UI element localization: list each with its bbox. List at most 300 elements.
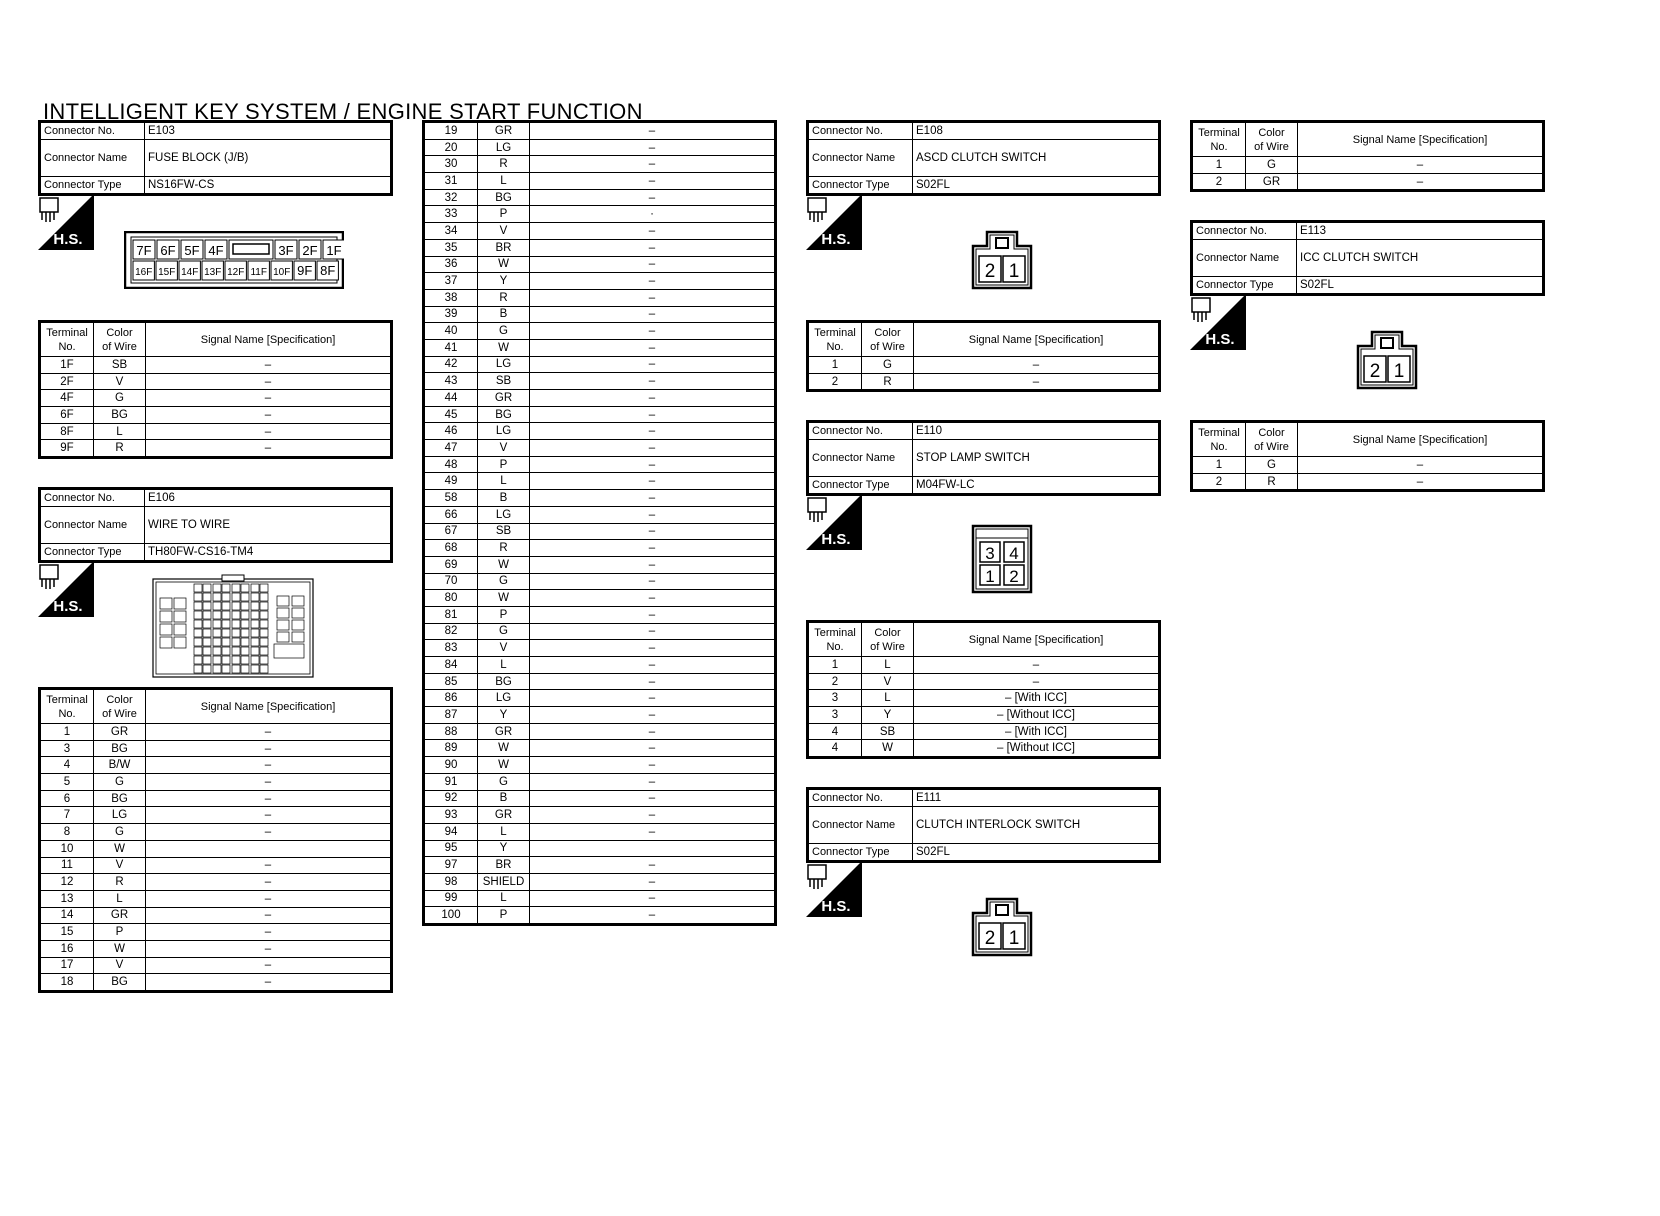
table-row [40,790,392,807]
terminal-no-cell: 32 [424,189,478,206]
wire-color-cell: L [94,423,146,440]
connector-cavity [241,629,249,637]
terminal-no-cell: 6F [40,407,94,424]
signal-name-cell: – [530,239,776,256]
signal-name-cell: – [146,957,392,974]
signal-name-cell: – [530,540,776,557]
terminal-no-cell: 41 [424,339,478,356]
connector-cavity [203,665,211,673]
terminal-no-cell: 4 [40,757,94,774]
signal-name-cell: – [With ICC] [914,723,1160,740]
table-row [424,189,776,206]
wire-color-cell: W [862,740,914,758]
wire-color-cell: B [478,490,530,507]
connector-cavity [241,638,249,646]
terminal-no-cell: 4 [808,723,862,740]
connector-cavity [251,638,259,646]
terminal-no-cell: 20 [424,139,478,156]
wire-color-cell: SB [478,523,530,540]
table-row [424,239,776,256]
terminal-no-cell: 87 [424,707,478,724]
connector-name-value: ICC CLUTCH SWITCH [1297,240,1544,277]
terminal-no-cell: 39 [424,306,478,323]
connector-cavity [174,598,186,609]
cavity-label: 12F [227,267,245,278]
signal-name-cell: – [146,373,392,390]
terminal-no-cell: 31 [424,173,478,190]
wire-color-cell: B/W [94,757,146,774]
connector-cavity [251,611,259,619]
signal-name-cell: – [530,356,776,373]
table-row [1192,157,1544,174]
wire-color-cell: G [478,573,530,590]
connector-cavity [232,584,240,592]
table-row [40,857,392,874]
wire-color-cell: L [94,890,146,907]
svg-text:1: 1 [1008,928,1020,949]
table-row [40,724,392,741]
connector-cavity [292,620,304,630]
key-slot [233,244,269,254]
table-row [808,707,1160,724]
connector-cavity [260,638,268,646]
table-row [40,807,392,824]
signal-name-cell: – [530,707,776,724]
svg-text:3: 3 [985,544,995,563]
signal-name-cell: – [146,774,392,791]
terminal-no-cell: 98 [424,873,478,890]
signal-name-cell: – [530,139,776,156]
hs-icon [806,194,862,255]
svg-text:H.S.: H.S. [1205,331,1235,348]
table-row [40,357,392,374]
wire-color-cell: G [478,623,530,640]
signal-name-cell: – [530,823,776,840]
table-row [424,406,776,423]
connector-cavity [222,620,230,628]
terminal-no-cell: 4 [808,740,862,758]
connector-cavity [232,629,240,637]
terminal-no-cell: 88 [424,723,478,740]
connector-name-label: Connector Name [1192,240,1297,277]
connector-cavity [213,584,221,592]
signal-name-cell: – [146,807,392,824]
wire-color-cell: L [862,657,914,674]
terminal-no-cell: 85 [424,673,478,690]
connector-cavity [213,629,221,637]
table-row [424,556,776,573]
signal-name-cell: – [530,256,776,273]
connector-cavity [222,602,230,610]
terminal-no-cell: 17 [40,957,94,974]
connector-type-label: Connector Type [1192,277,1297,295]
table-row [424,790,776,807]
table-row [424,473,776,490]
signal-name-cell: – [530,122,776,140]
wire-color-cell: P [478,206,530,223]
hs-icon [806,494,862,555]
table-row [424,890,776,907]
connector-cavity [232,638,240,646]
table-row [424,356,776,373]
wire-color-cell: BG [94,740,146,757]
terminal-no-header: Terminal No. [40,689,94,724]
table-row [424,857,776,874]
connector-cavity [213,638,221,646]
wire-color-cell: G [1246,457,1298,474]
connector-cavity [194,593,202,601]
svg-text:2: 2 [984,261,996,282]
signal-name-cell: – [146,890,392,907]
table-row [40,957,392,974]
connector-cavity [174,624,186,635]
wire-color-cell: V [478,640,530,657]
hs-icon [1190,294,1246,355]
wire-color-cell: P [94,924,146,941]
wire-color-cell: BR [478,239,530,256]
connector-cavity [251,665,259,673]
terminal-no-cell: 99 [424,890,478,907]
wire-color-cell: W [478,757,530,774]
signal-name-cell: – [146,924,392,941]
connector-cavity [213,593,221,601]
signal-name-cell: – [530,790,776,807]
e113-terminal-table [1190,420,1545,492]
terminal-no-cell: 43 [424,373,478,390]
table-row [1192,173,1544,191]
table-row [424,590,776,607]
connector-no-label: Connector No. [1192,222,1297,240]
connector-cavity [203,602,211,610]
terminal-no-cell: 95 [424,840,478,857]
terminal-no-cell: 2 [808,373,862,391]
e113-info-table [1190,220,1545,296]
wire-color-cell: GR [94,907,146,924]
table-row [424,440,776,457]
connector-cavity [222,665,230,673]
terminal-no-cell: 89 [424,740,478,757]
wire-color-cell: BR [478,857,530,874]
page-title: INTELLIGENT KEY SYSTEM / ENGINE START FUNCTION [43,99,643,124]
connector-cavity [260,629,268,637]
signal-name-header: Signal Name [Specification] [1298,122,1544,157]
signal-name-cell: – [530,473,776,490]
svg-text:1: 1 [1008,261,1020,282]
svg-text:1: 1 [1393,361,1405,382]
signal-name-cell: – [146,724,392,741]
terminal-no-cell: 2 [1192,473,1246,491]
terminal-no-cell: 15 [40,924,94,941]
connector-cavity [251,602,259,610]
terminal-no-cell: 6 [40,790,94,807]
terminal-no-cell: 83 [424,640,478,657]
wire-color-cell: LG [478,506,530,523]
connector-cavity [232,620,240,628]
connector-cavity [232,593,240,601]
connector-cavity [194,638,202,646]
table-row [424,323,776,340]
table-row [40,407,392,424]
connector-name-label: Connector Name [40,140,145,177]
terminal-no-cell: 1 [1192,157,1246,174]
cavity-label: 13F [204,267,222,278]
signal-name-header: Signal Name [Specification] [146,322,392,357]
connector-type-value: NS16FW-CS [145,177,392,195]
table-row [424,573,776,590]
cavity-label: 4F [208,243,224,258]
wire-color-cell: GR [1246,173,1298,191]
connector-cavity [277,620,289,630]
terminal-no-cell: 94 [424,823,478,840]
wire-color-cell: Y [862,707,914,724]
connector-cavity [260,665,268,673]
terminal-no-cell: 82 [424,623,478,640]
connector-cavity [241,665,249,673]
wire-color-cell: R [478,289,530,306]
wire-color-cell: G [94,774,146,791]
terminal-no-cell: 35 [424,239,478,256]
table-row [424,540,776,557]
table-row [424,423,776,440]
terminal-no-cell: 58 [424,490,478,507]
connector-cavity [213,602,221,610]
svg-text:2: 2 [1009,567,1019,586]
table-row [424,657,776,674]
wire-color-cell: GR [478,122,530,140]
wire-color-cell: V [478,440,530,457]
terminal-no-header: Terminal No. [808,322,862,357]
color-wire-header: Color of Wire [862,322,914,357]
table-row [40,890,392,907]
wire-color-cell: B [478,790,530,807]
terminal-no-cell: 70 [424,573,478,590]
signal-name-cell: – [530,506,776,523]
cavity-label: 8F [320,263,336,278]
signal-name-cell: – [530,373,776,390]
e111-terminal-table [1190,120,1545,192]
connector-cavity [160,624,172,635]
table-row [424,256,776,273]
connector-no-value: E103 [145,122,392,140]
table-row [808,373,1160,391]
signal-name-cell: – [1298,473,1544,491]
signal-name-cell: – [530,440,776,457]
table-row [424,390,776,407]
connector-cavity [241,602,249,610]
wire-color-cell: W [94,940,146,957]
table-row [424,339,776,356]
terminal-no-cell: 7 [40,807,94,824]
connector-cavity [232,602,240,610]
terminal-no-cell: 66 [424,506,478,523]
wire-color-cell: Y [478,840,530,857]
connector-no-label: Connector No. [40,122,145,140]
connector-cavity [174,637,186,648]
svg-text:2: 2 [1369,361,1381,382]
terminal-no-cell: 12 [40,874,94,891]
connector-cavity [232,647,240,655]
table-row [424,490,776,507]
signal-name-cell: – [530,640,776,657]
table-row [424,173,776,190]
signal-name-cell: – [530,423,776,440]
connector-no-value: E106 [145,489,392,507]
wire-color-cell: G [862,357,914,374]
terminal-no-cell: 36 [424,256,478,273]
table-row [424,122,776,140]
terminal-no-cell: 91 [424,773,478,790]
cavity-label: 14F [181,267,199,278]
connector-name-label: Connector Name [808,440,913,477]
wire-color-cell: R [94,440,146,458]
connector-cavity [222,611,230,619]
connector-cavity [260,647,268,655]
signal-name-cell: – [530,490,776,507]
terminal-no-cell: 67 [424,523,478,540]
table-row [424,807,776,824]
terminal-no-cell: 8 [40,824,94,841]
connector-cavity [203,656,211,664]
signal-name-cell: – [530,857,776,874]
connector-cavity [260,620,268,628]
terminal-no-header: Terminal No. [1192,422,1246,457]
wire-color-cell: P [478,606,530,623]
signal-name-cell: – [146,907,392,924]
table-row [40,974,392,992]
cavity-label: 9F [297,263,313,278]
signal-name-cell: – [530,573,776,590]
terminal-no-cell: 80 [424,590,478,607]
signal-name-cell: – [1298,457,1544,474]
color-wire-header: Color of Wire [1246,122,1298,157]
signal-name-cell: – [146,740,392,757]
connector-cavity [213,611,221,619]
svg-text:H.S.: H.S. [821,531,851,548]
signal-name-cell: – [Without ICC] [914,707,1160,724]
connector-cavity [203,629,211,637]
signal-name-header: Signal Name [Specification] [914,322,1160,357]
table-row [424,223,776,240]
e110-info-table [806,420,1161,496]
connector-cavity [160,637,172,648]
e111-connector-face [971,897,1033,962]
connector-no-label: Connector No. [40,489,145,507]
connector-name-value: WIRE TO WIRE [145,507,392,544]
hs-icon [38,561,94,622]
svg-text:H.S.: H.S. [821,231,851,248]
connector-cavity [232,611,240,619]
table-row [424,273,776,290]
terminal-no-cell: 92 [424,790,478,807]
signal-name-cell: – [146,824,392,841]
table-row [424,757,776,774]
connector-no-label: Connector No. [808,122,913,140]
terminal-no-cell: 100 [424,907,478,925]
signal-name-cell: – [530,556,776,573]
terminal-no-cell: 11 [40,857,94,874]
terminal-no-cell: 5 [40,774,94,791]
table-row [808,740,1160,758]
table-row [808,357,1160,374]
connector-no-value: E110 [913,422,1160,440]
connector-cavity [160,611,172,622]
terminal-no-cell: 14 [40,907,94,924]
table-row [40,373,392,390]
color-wire-header: Color of Wire [94,689,146,724]
connector-cavity [194,620,202,628]
terminal-no-cell: 48 [424,456,478,473]
cavity-label: 6F [160,243,176,258]
wire-color-cell: P [478,907,530,925]
signal-name-cell: – [530,657,776,674]
connector-cavity [292,632,304,642]
wire-color-cell: G [1246,157,1298,174]
terminal-no-cell: 1 [808,357,862,374]
wire-color-cell: V [94,373,146,390]
wire-color-cell: L [478,823,530,840]
wire-color-cell: R [1246,473,1298,491]
e108-connector-face [971,230,1033,295]
connector-cavity [194,629,202,637]
cavity-label: 15F [158,267,176,278]
connector-cavity [213,665,221,673]
terminal-no-cell: 3 [808,690,862,707]
terminal-no-cell: 18 [40,974,94,992]
table-row [424,640,776,657]
signal-name-cell [146,840,392,857]
signal-name-header: Signal Name [Specification] [146,689,392,724]
terminal-no-cell: 1F [40,357,94,374]
connector-cavity [232,665,240,673]
connector-name-label: Connector Name [808,807,913,844]
signal-name-cell: – [530,773,776,790]
connector-cavity [251,629,259,637]
signal-name-cell: – [530,606,776,623]
terminal-no-cell: 69 [424,556,478,573]
signal-name-cell: – [146,940,392,957]
hs-icon [806,861,862,922]
wire-color-cell: SHIELD [478,873,530,890]
table-row [40,924,392,941]
wire-color-cell: BG [478,189,530,206]
terminal-no-cell: 33 [424,206,478,223]
wire-color-cell: W [478,256,530,273]
signal-name-cell: – [With ICC] [914,690,1160,707]
signal-name-cell: – [146,423,392,440]
terminal-no-cell: 10 [40,840,94,857]
wire-color-cell: BG [94,790,146,807]
cavity-label: 7F [136,243,152,258]
wire-color-cell: SB [94,357,146,374]
wire-color-cell: W [478,556,530,573]
signal-name-cell: – [530,623,776,640]
connector-cavity [251,647,259,655]
wire-color-cell: Y [478,707,530,724]
connector-cavity [260,656,268,664]
svg-text:4: 4 [1009,544,1019,563]
connector-cavity [160,598,172,609]
connector-cavity [274,644,304,658]
signal-name-cell: – [914,657,1160,674]
cavity-label: 2F [302,243,318,258]
signal-name-cell: – [146,440,392,458]
e106-terminal-table [38,687,393,993]
terminal-no-cell: 8F [40,423,94,440]
connector-cavity [203,638,211,646]
connector-no-value: E108 [913,122,1160,140]
connector-cavity [277,632,289,642]
connector-cavity [213,647,221,655]
